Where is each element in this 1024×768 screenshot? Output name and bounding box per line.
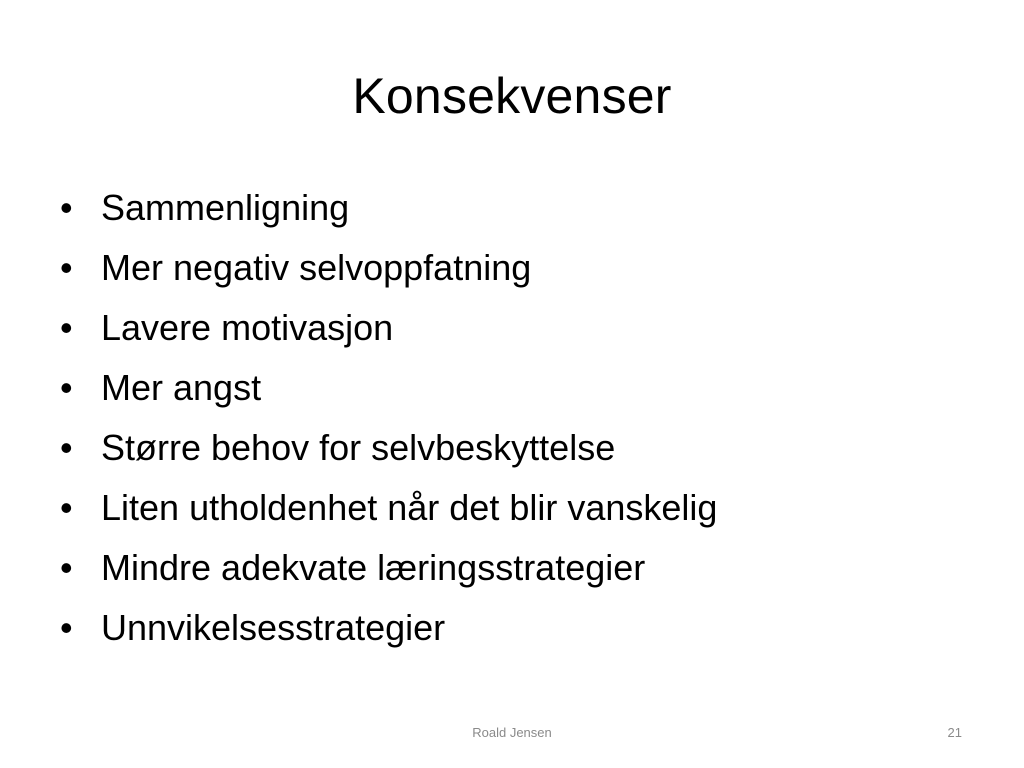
bullet-item — [58, 598, 978, 658]
bullet-icon: • — [60, 367, 73, 408]
bullet-item — [58, 298, 978, 358]
page-number: 21 — [947, 725, 962, 740]
bullet-text: Mindre adekvate læringsstrategier — [101, 547, 646, 588]
bullet-icon: • — [60, 487, 73, 528]
bullet-list — [58, 178, 978, 658]
bullet-text: Liten utholdenhet når det blir vanskelig — [101, 487, 718, 528]
bullet-item — [58, 478, 978, 538]
bullet-icon: • — [60, 547, 73, 588]
bullet-item — [58, 418, 978, 478]
bullet-icon: • — [60, 607, 73, 648]
bullet-text: Mer angst — [101, 367, 262, 408]
bullet-item — [58, 538, 978, 598]
bullet-icon: • — [60, 187, 73, 228]
bullet-item — [58, 358, 978, 418]
bullet-icon: • — [60, 427, 73, 468]
footer-author: Roald Jensen — [472, 725, 552, 740]
bullet-text: Større behov for selvbeskyttelse — [101, 427, 616, 468]
bullet-icon: • — [60, 247, 73, 288]
bullet-item — [58, 178, 978, 238]
bullet-text: Sammenligning — [101, 187, 350, 228]
bullet-item — [58, 238, 978, 298]
bullet-text: Unnvikelsesstrategier — [101, 607, 446, 648]
bullet-icon: • — [60, 307, 73, 348]
slide-title: Konsekvenser — [352, 68, 672, 124]
bullet-text: Mer negativ selvoppfatning — [101, 247, 532, 288]
bullet-text: Lavere motivasjon — [101, 307, 394, 348]
